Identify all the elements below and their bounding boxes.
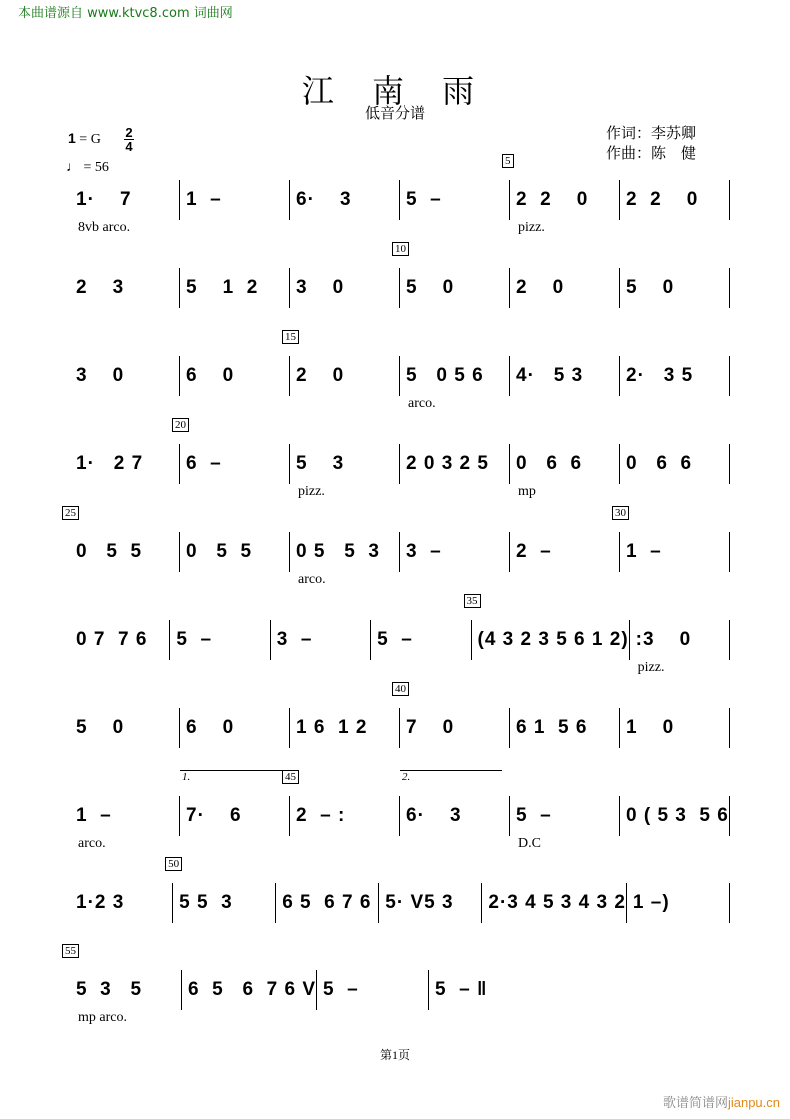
measure [270, 620, 370, 660]
measure-notes: 7· 6 [186, 805, 242, 826]
measure [619, 356, 730, 396]
measure [399, 444, 509, 484]
site-url: jianpu.cn [727, 1095, 780, 1110]
measure [619, 708, 730, 748]
measure [70, 268, 179, 308]
measure [629, 620, 730, 675]
performance-annotation: mp arco. [78, 1010, 127, 1025]
measure-notes: 1 –) [632, 892, 670, 913]
measure [509, 708, 619, 748]
measure [289, 532, 399, 587]
measure [179, 771, 289, 836]
measure-notes: 5 – [516, 805, 552, 826]
performance-annotation: mp [518, 484, 536, 499]
measure [481, 883, 626, 923]
measure-notes: 3 0 [296, 277, 345, 298]
performance-annotation: arco. [408, 396, 436, 411]
measure-notes: 2 2 0 [516, 189, 589, 210]
rehearsal-marker: 5 [502, 154, 514, 168]
measure-notes: 0 ( 5 3 5 6 [626, 805, 729, 826]
measure [289, 268, 399, 308]
measure [70, 708, 179, 748]
volta-bracket: 1. [180, 770, 282, 783]
measure [289, 708, 399, 748]
key-one: 1 [68, 130, 76, 146]
rehearsal-marker: 15 [282, 330, 299, 344]
measure-notes: 0 6 6 [626, 453, 693, 474]
staff-line [65, 945, 540, 1030]
measure-notes: 5 – [176, 629, 213, 650]
measure-notes: 3 0 [76, 365, 125, 386]
staff-line [70, 243, 730, 328]
staff-line [70, 419, 730, 504]
composer: 作曲：陈 健 [606, 145, 697, 162]
performance-annotation: arco. [78, 836, 106, 851]
staff-line [70, 683, 730, 768]
measure [395, 243, 509, 308]
measure-notes: 6· 3 [406, 805, 462, 826]
rehearsal-marker: 20 [172, 418, 189, 432]
measure [370, 620, 470, 660]
measure-notes: 1·2 3 [76, 892, 125, 913]
measure [179, 356, 289, 396]
measure-notes: 0 6 6 [516, 453, 583, 474]
measure [316, 970, 428, 1010]
measure [466, 595, 629, 660]
measure [505, 155, 619, 235]
measure-notes: 5 – [406, 189, 442, 210]
measure [285, 331, 399, 396]
measure [70, 620, 169, 660]
measure-notes: 6 5 6 7 6 V [187, 979, 317, 1000]
rehearsal-marker: 50 [165, 857, 182, 871]
measure [179, 180, 289, 220]
credits [606, 124, 696, 164]
page-number: 第1页 [379, 1048, 410, 1062]
measure-notes: 1· 2 7 [76, 453, 144, 474]
measure [65, 945, 181, 1025]
measure-notes: 2 3 [76, 277, 125, 298]
measure-notes: 0 5 5 [186, 541, 253, 562]
site-name: 歌谱简谱网 [662, 1095, 728, 1110]
measure [275, 883, 378, 923]
measure-notes: 5 1 2 [186, 277, 259, 298]
measure-notes: 2 0 [296, 365, 345, 386]
rehearsal-marker: 30 [612, 506, 629, 520]
measure [399, 356, 509, 411]
measure-notes: 7 0 [406, 717, 455, 738]
measure [399, 532, 509, 572]
measure-notes: 6 – [186, 453, 222, 474]
measure [619, 180, 730, 220]
measure-notes: (4 3 2 3 5 6 1 2) [477, 629, 629, 650]
measure [70, 796, 179, 851]
measure [395, 683, 509, 748]
measure [509, 268, 619, 308]
measure-notes: 1· 7 [76, 189, 132, 210]
measure-notes: :3 0 [635, 629, 692, 650]
measure-notes: 2 0 3 2 5 [406, 453, 489, 474]
measure-notes: 3 – [406, 541, 442, 562]
measure [378, 883, 481, 923]
measure-notes: 6 0 [186, 365, 235, 386]
measure [285, 771, 399, 836]
performance-annotation: 8vb arco. [78, 220, 131, 235]
ts-bottom: 4 [125, 139, 133, 154]
measure-notes: 6 0 [186, 717, 235, 738]
rehearsal-marker: 35 [464, 594, 481, 608]
measure-notes: 2·3 4 5 3 4 3 2 [488, 892, 626, 913]
part-subtitle: 低音分谱 [364, 105, 425, 122]
measure [175, 419, 289, 484]
measure [70, 444, 179, 484]
performance-annotation: pizz. [518, 220, 545, 235]
rehearsal-marker: 40 [392, 682, 409, 696]
measure-notes: 5 0 5 6 [406, 365, 484, 386]
performance-annotation: pizz. [637, 660, 665, 675]
measure-notes: 5 – [323, 979, 359, 1000]
measure [619, 268, 730, 308]
rehearsal-marker: 55 [62, 944, 79, 958]
measure-notes: 5 0 [626, 277, 675, 298]
measure-notes: 4· 5 3 [516, 365, 584, 386]
key-signature [68, 130, 101, 148]
tempo-marking: ♩ = 56 [66, 160, 109, 175]
measure-notes: 1 – [186, 189, 222, 210]
measure [399, 771, 509, 836]
performance-annotation: pizz. [298, 484, 325, 499]
key-value: = G [75, 132, 101, 147]
staff-line [70, 858, 730, 943]
measure-notes: 1 – [76, 805, 112, 826]
measure [168, 858, 275, 923]
measure [179, 268, 289, 308]
measure [70, 883, 172, 923]
measure-notes: 6 5 6 7 6 [282, 892, 372, 913]
measure-notes: 3 – [276, 629, 313, 650]
measure [619, 444, 730, 484]
source-watermark: 本曲谱源自 www.ktvc8.com 词曲网 [18, 6, 233, 21]
measure-notes: 5 5 3 [179, 892, 233, 913]
staff-line [70, 595, 730, 680]
measure-notes: 5 – ‖ [435, 979, 488, 1000]
measure-notes: 2 2 0 [626, 189, 699, 210]
measure-notes: 5 0 [406, 277, 455, 298]
measure-notes: 0 5 5 [76, 541, 143, 562]
measure-notes: 1 – [626, 541, 662, 562]
measure [615, 507, 730, 572]
rehearsal-marker: 25 [62, 506, 79, 520]
staff-line [70, 771, 730, 856]
staff-line [70, 331, 730, 416]
volta-bracket: 2. [400, 770, 502, 783]
measure [509, 444, 619, 499]
measure [626, 883, 730, 923]
measure-notes: 5 – [377, 629, 413, 650]
measure [428, 970, 540, 1010]
measure [289, 180, 399, 220]
measure [399, 180, 509, 220]
measure [179, 708, 289, 748]
measure [70, 356, 179, 396]
song-title: 江 南 雨 [301, 72, 489, 110]
measure [70, 180, 179, 235]
measure [509, 532, 619, 572]
performance-annotation: arco. [298, 572, 326, 587]
measure [509, 356, 619, 396]
site-watermark [663, 1092, 780, 1111]
performance-annotation: D.C [518, 836, 541, 851]
measure-notes: 6 1 5 6 [516, 717, 588, 738]
measure [65, 507, 179, 572]
staff-line [65, 507, 730, 592]
measure [181, 970, 316, 1010]
measure [179, 532, 289, 572]
lyricist: 作词：李苏卿 [606, 125, 697, 142]
rehearsal-marker: 10 [392, 242, 409, 256]
measure-notes: 1 6 1 2 [296, 717, 368, 738]
measure [619, 796, 730, 836]
measure-notes: 2 – [516, 541, 552, 562]
measure-notes: 0 5 5 3 [296, 541, 380, 562]
measure [169, 620, 269, 660]
measure-notes: 0 7 7 6 [76, 629, 148, 650]
measure-notes: 5 0 [76, 717, 125, 738]
measure-notes: 5· V5 3 [385, 892, 454, 913]
measure-notes: 5 3 [296, 453, 345, 474]
measure-notes: 6· 3 [296, 189, 352, 210]
rehearsal-marker: 45 [282, 770, 299, 784]
time-signature [124, 126, 134, 153]
measure-notes: 5 3 5 [76, 979, 143, 1000]
measure-notes: 2· 3 5 [626, 365, 694, 386]
measure-notes: 2 0 [516, 277, 565, 298]
measure-notes: 1 0 [626, 717, 675, 738]
measure-notes: 2 – : [296, 805, 346, 826]
ts-top: 2 [125, 125, 133, 140]
measure [289, 444, 399, 499]
measure [509, 796, 619, 851]
